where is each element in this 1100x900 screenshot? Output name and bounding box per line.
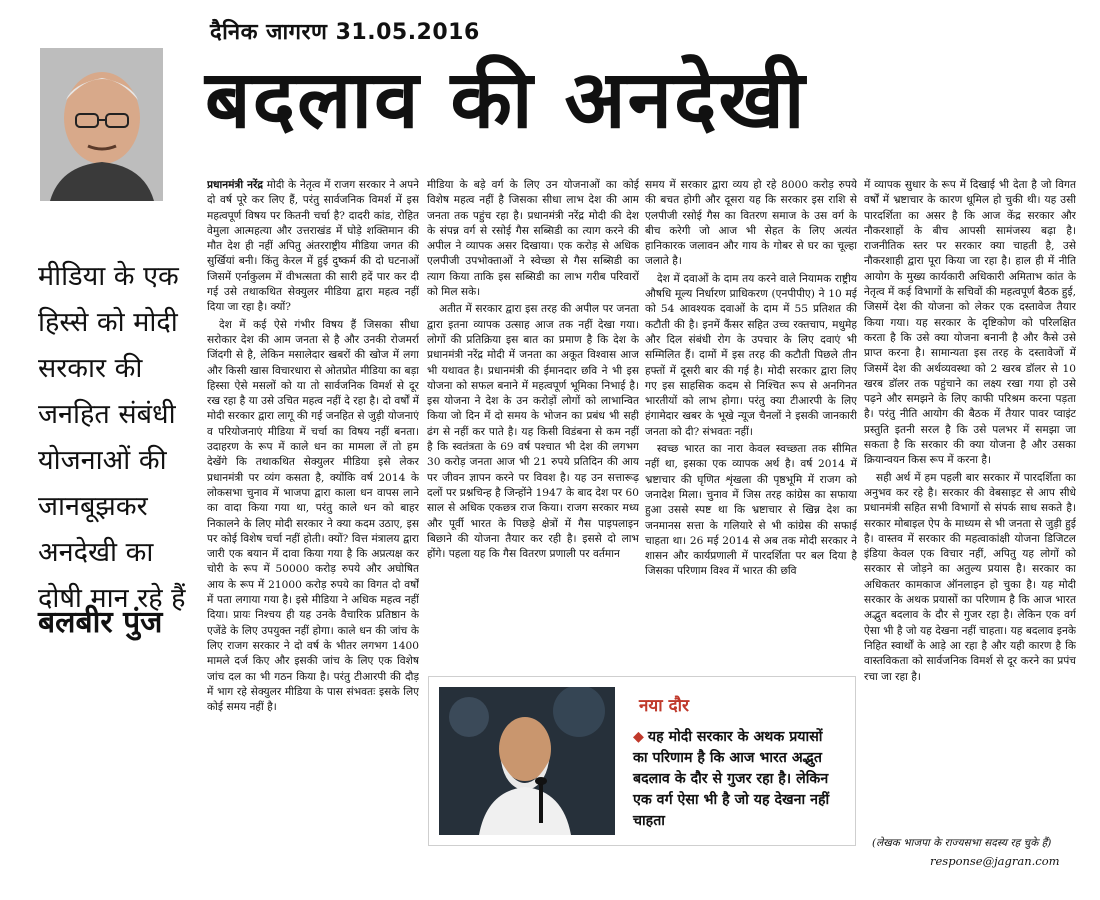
column-paragraph: देश में कई ऐसे गंभीर विषय हैं जिसका सीधा सरोकार देश की आम जनता से है और उनकी रोजमर्रा जिंदगी से है, लेकिन मसालेदार खबरों की खोज में लगा और किसी खास विचारधारा से ओतप्रोत मीडिया का बड़ा हिस्सा ऐसे मसलों को या तो सार्वजनिक विमर्श से दूर रख रहा है या उसे उचित महत्व नहीं दे रहा है। दो वर्षों में मोदी सरकार द्वारा लागू की गई जनहित से जुड़ी योजनाएं व परियोजनाएं मीडिया में चर्चा का विषय नहीं बनता। उदाहरण के रूप में काले धन का मामला लें तो हम देखेंगे कि तथाकथित सेक्युलर मीडिया इसे लेकर प्रधानमंत्री पर व्यंग कसता है, क्योंकि वर्ष 2014 के लोकसभा चुनाव में भाजपा द्वारा काला धन वापस लाने का वादा किया गया था, परंतु काले धन को बाहर निकालने के लिए मोदी सरकार ने क्या कदम उठाए, इस पर कोई विशेष चर्चा नहीं होती। क्यों? वित्त मंत्रालय द्वारा जारी एक बयान में दावा किया गया है कि अप्रत्यक्ष कर चोरी के रूप में 50000 करोड़ रुपये और अघोषित आय के रूप में 21000 करोड़ रुपये का विगत दो वर्षों में पता लगाया गया है। इसे मीडिया ने अधिक महत्व नहीं दिया। प्रायः निश्चय ही यह उनके वैचारिक प्रतिष्ठान के एजेंडे के लिए उपयुक्त नहीं होगा। काले धन की जांच के लिए राजग सरकार ने दो वर्ष के भीतर लगभग 1400 मामले दर्ज किए और इसकी जांच के लिए एक विशेष जांच दल का भी गठन किया है। परंतु टीआरपी की दौड़ में भाग रहे सेक्युलर मीडिया के पास संभवतः इसके लिए कोई समय नहीं है। (207, 318, 419, 714)
column-paragraph: समय में सरकार द्वारा व्यय हो रहे 8000 करोड़ रुपये की बचत होगी और दूसरा यह कि सरकार इस राशि से एलपीजी रसोई गैस का वितरण समाज के उस वर्ग के बीच करेगी जो आज भी सेहत के लिए अत्यंत हानिकारक जलावन और गाय के गोबर से घर का चूल्हा जलाते है। (645, 179, 857, 268)
column-paragraph: स्वच्छ भारत का नारा केवल स्वच्छता तक सीमित नहीं था, इसका एक व्यापक अर्थ है। वर्ष 2014 में भ्रष्टाचार की घृणित शृंखला की पृष्ठभूमि में राजग को जनादेश मिला। चुनाव में जिस तरह कांग्रेस का सफाया हुआ उससे स्पष्ट था कि भ्रष्टाचार से खिन्न देश का जनमानस सत्ता के गलियारे से भी कांग्रेस की सफाई चाहता था। 26 मई 2014 से अब तक मोदी सरकार ने शासन और कार्यप्रणाली में पारदर्शिता पर बल दिया है जिसका परिणाम विश्व में भारत की छवि (645, 443, 857, 578)
response-email: response@jagran.com (930, 854, 1060, 868)
lead-words: प्रधानमंत्री नरेंद्र (207, 179, 263, 191)
article-deck: मीडिया के एक हिस्से को मोदी सरकार की जनहित संबंधी योजनाओं की जानबूझकर अनदेखी का दोषी मान रहे हैं (38, 261, 186, 614)
pull-quote-photo (439, 687, 615, 835)
column-paragraph: सही अर्थ में हम पहली बार सरकार में पारदर्शिता का अनुभव कर रहे है। सरकार की वेबसाइट से आप सीधे प्रधानमंत्री सहित सभी विभागों से संपर्क साध सकते है। सरकार मोबाइल ऐप के माध्यम से भी जनता से जुड़ी हुई है। वास्तव में सरकार की महत्वाकांक्षी योजना डिजिटल इंडिया केवल एक विचार नहीं, अपितु यह लोगों को सरकार से जोड़ने का अतुल्य प्रयास है। सरकार का अधिकतर कामकाज ऑनलाइन हो चुका है। यह मोदी सरकार के अथक प्रयासों का परिणाम है कि आज भारत अद्भुत बदलाव के दौर से गुजर रहा है। लेकिन एक वर्ग ऐसा भी है जो यह देखना नहीं चाहता। यह बदलाव इनके निहित स्वार्थों के आड़े आ रहा है और यही कारण है कि वास्तविकता को सार्वजनिक विमर्श से दूर करने का प्रपंच रचा जा रहा है। (864, 471, 1076, 683)
pull-quote-text: ◆ यह मोदी सरकार के अथक प्रयासों का परिणाम है कि आज भारत अद्भुत बदलाव के दौर से गुजर रहा है। लेकिन एक वर्ग ऐसा भी है जो यह देखना नहीं चाहता (633, 729, 830, 829)
column-paragraph: में व्यापक सुधार के रूप में दिखाई भी देता है जो विगत वर्षों में भ्रष्टाचार के कारण धूमिल हो चुकी थी। यह उसी पारदर्शिता का असर है कि आज केंद्र सरकार और नौकरशाहों के बीच आपसी सामंजस्य बढ़ा है। राजनीतिक स्तर पर सरकार क्या चाहती है, उसे नौकरशाही द्वारा पूरा किया जा रहा है। हाल ही में नीति आयोग के मुख्य कार्यकारी अधिकारी अमिताभ कांत के नेतृत्व में कई विभागों के सचिवों की महत्वपूर्ण बैठक हुई, जिसमें देश की योजना को लेकर एक दस्तावेज तैयार किया गया। यह सरकार के दृष्टिकोण को परिलक्षित करता है कि उसे क्या योजना बनानी है और कैसे उसे प्राप्त करना है। सामान्यता इस तरह के दस्तावेजों में जिसमें देश की अर्थव्यवस्था को 2 खरब डॉलर से 10 खरब डॉलर तक पहुंचाने का लक्ष्य रखा गया हो उसे पढ़ने और समझने के लिए काफी परिश्रम करना पड़ता है। परंतु नीति आयोग की बैठक में तैयार पावर प्वाइंट प्रस्तुति इतनी सरल है कि उसे पलभर में समझा जा सकता है कि सरकार की क्या योजना है और उसका क्रियान्वयन किस रूप में करना है। (864, 179, 1076, 467)
column-paragraph: अतीत में सरकार द्वारा इस तरह की अपील पर जनता द्वारा इतना व्यापक उत्साह आज तक नहीं देखा गया। लोगों की प्रतिक्रिया इस बात का प्रमाण है कि देश के प्रधानमंत्री नरेंद्र मोदी में जनता का अकूत विश्वास आज भी यथावत है। प्रधानमंत्री की ईमानदार छवि ने भी इस योजना को सफल बनाने में महत्वपूर्ण भूमिका निभाई है। इस योजना ने देश के उन करोड़ों लोगों को लाभान्वित किया जो दिन में दो समय के भोजन का प्रबंध भी सही ढंग से नहीं कर पाते है। यह किसी विडंबना से कम नहीं है कि स्वतंत्रता के 69 वर्ष पश्चात भी देश की लगभग 30 करोड़ जनता आज भी 21 रुपये प्रतिदिन की आय पर जीवन ज्ञापन करने पर विवश है। यह उन सत्तारूढ़ दलों पर प्रश्नचिन्ह है जिन्होंने 1947 के बाद देश पर 60 साल से अधिक एकछत्र राज किया। राजग सरकार मध्य और पूर्वी भारत के पिछड़े क्षेत्रों में गैस पाइपलाइन बिछाने की योजना तैयार कर रही है। इससे दो लाभ होंगे। पहला यह कि गैस वितरण प्रणाली पर वर्तमान (427, 303, 639, 561)
article-column-1 (207, 178, 419, 873)
pull-quote-box (428, 676, 856, 846)
column-paragraph: प्रधानमंत्री नरेंद्र मोदी के नेतृत्व में राजग सरकार ने अपने दो वर्ष पूरे कर लिए हैं, परंतु सार्वजनिक विमर्श में इस महत्वपूर्ण विषय पर कितनी चर्चा है? दादरी कांड, रोहित वेमुला आत्महत्या और उत्तराखंड में घोड़े शक्तिमान की मौत देश ही नहीं अपितु अंतरराष्ट्रीय मीडिया जगत की सुर्खियां बनी। किंतु केरल में हुई दुष्कर्म की दो घटनाओं जिसमें एर्नाकुलम में वीभत्सता की सारी हदें पार कर दी गई उसे तथाकथित सेक्युलर मीडिया द्वारा महत्व नहीं दिया जा रहा है। क्यों? (207, 179, 419, 314)
speaker-illustration (439, 687, 615, 835)
headline: बदलाव की अनदेखी (205, 53, 807, 146)
article-column-2 (427, 178, 639, 670)
article-column-3 (645, 178, 857, 670)
column-paragraph: देश में दवाओं के दाम तय करने वाले नियामक राष्ट्रीय औषधि मूल्य निर्धारण प्राधिकरण (एनपीपीए) ने 10 मई को 54 आवश्यक दवाओं के दाम में 55 प्रतिशत की कटौती की है। इनमें कैंसर सहित उच्च रक्तचाप, मधुमेह और दिल संबंधी रोग के उपचार के लिए दवाएं भी सम्मिलित हैं। दामों में इस तरह की कटौती पिछले तीन हफ्तों में दूसरी बार की गई है। मोदी सरकार द्वारा लिए गए इस साहसिक कदम से निश्चित रूप से अनगिनत भारतीयों को लाभ होगा। परंतु क्या टीआरपी के लिए हंगामेदार खबर के भूखे न्यूज चैनलों ने इसकी जानकारी जनता को दी? संभवतः नहीं। (645, 272, 857, 438)
author-credit: (लेखक भाजपा के राज्यसभा सदस्य रह चुके हैं) (872, 837, 1052, 849)
masthead: दैनिक जागरण 31.05.2016 (210, 20, 480, 45)
author-photo (40, 48, 163, 201)
portrait-illustration (40, 48, 163, 201)
article-column-4 (864, 178, 1076, 836)
column-paragraph: मीडिया के बड़े वर्ग के लिए उन योजनाओं का कोई विशेष महत्व नहीं है जिसका सीधा लाभ देश की आम जनता तक पहुंच रहा है। प्रधानमंत्री नरेंद्र मोदी की देश के संपन्न वर्ग से रसोई गैस सब्सिडी का त्याग करने की अपील ने व्यापक असर दिखाया। एक करोड़ से अधिक एलपीजी उपभोक्ताओं ने स्वेच्छा से गैस सब्सिडी का त्याग किया ताकि इस सब्सिडी का लाभ गरीब परिवारों को मिल सके। (427, 179, 639, 299)
diamond-bullet-icon: ◆ (633, 729, 644, 745)
author-byline: बलबीर पुंज (38, 605, 163, 640)
pull-quote-title: नया दौर (639, 696, 689, 716)
